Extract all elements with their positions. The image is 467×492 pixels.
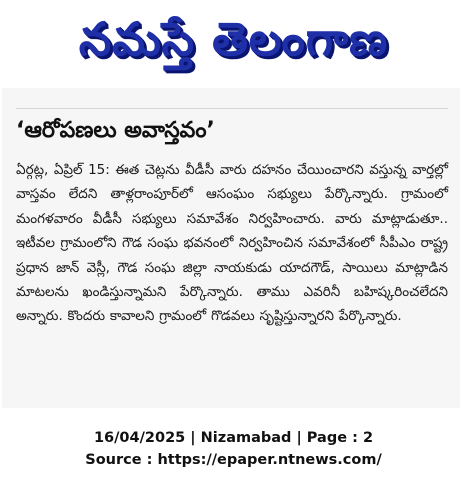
article-clipping bbox=[2, 88, 460, 408]
masthead bbox=[0, 0, 467, 78]
newspaper-logo: నమస్తే తెలంగాణ bbox=[78, 12, 389, 66]
edition-info: 16/04/2025 | Nizamabad | Page : 2 bbox=[93, 430, 374, 446]
divider bbox=[16, 108, 448, 109]
source-link[interactable]: Source : https://epaper.ntnews.com/ bbox=[85, 452, 382, 468]
article-body: ఏర్గట్ల, ఏప్రిల్ 15: ఈత చెట్లను వీడీసీ వారు దహనం చేయించారని వస్తున్న వార్తల్లో వాస్తవం లేదని తాళ్లరాంపూర్‌లో ఆసంఘం సభ్యులు పేర్కొన్నారు. గ్రామంలో మంగళవారం వీడీసీ సభ్యులు సమావేశం నిర్వహించారు. వారు మాట్లాడుతూ.. ఇటీవల గ్రామంలోని గౌడ సంఘ భవనంలో నిర్వహించిన సమావేశంలో సీపీఎం రాష్ట్ర ప్రధాన జాన్ వెస్లీ, గౌడ సంఘ జిల్లా నాయకుడు యాదగౌడ్, సాయిలు మాట్లాడిన మాటలను ఖండిస్తున్నామని పేర్కొన్నారు. తాము ఎవరినీ బహిష్కరించలేదని అన్నారు. కొందరు కావాలని గ్రామంలో గొడవలు సృష్టిస్తున్నారని పేర్కొన్నారు. bbox=[16, 162, 448, 325]
article-headline: ‘ఆరోపణలు అవాస్తవం’ bbox=[16, 118, 215, 143]
